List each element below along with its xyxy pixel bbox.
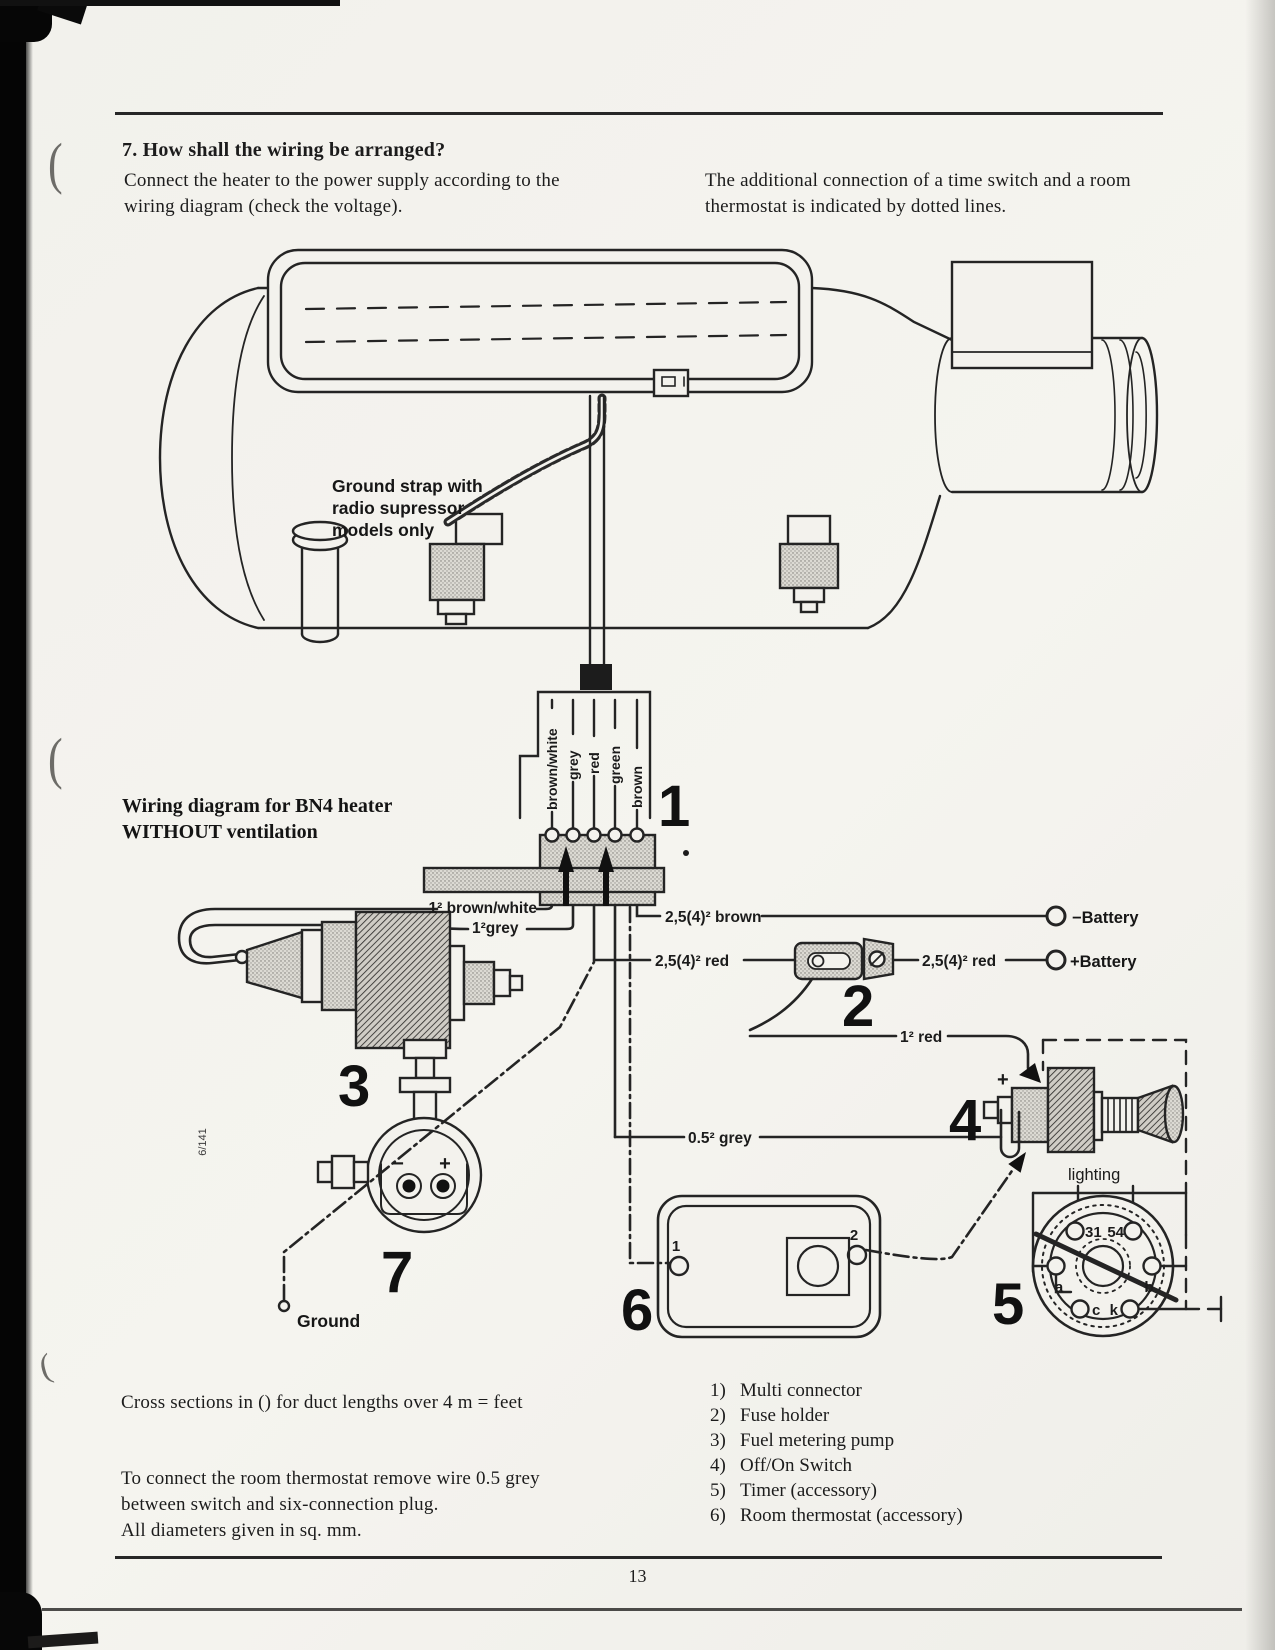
- multi-connector: [424, 829, 689, 907]
- legend-num-2: 2): [710, 1405, 726, 1426]
- legend-item-4: [710, 1455, 852, 1477]
- intro-right-line-2: thermostat is indicated by dotted lines.: [705, 196, 1007, 217]
- label-grey-1: 1²grey: [472, 920, 519, 937]
- legend-num-3: 3): [710, 1430, 726, 1451]
- fuse-holder: [795, 939, 893, 979]
- number-gauge: 7: [381, 1240, 414, 1305]
- legend-num-1: 1): [710, 1380, 726, 1401]
- battery-terminal-minus: [1047, 907, 1065, 925]
- intro-left-line-2: wiring diagram (check the voltage).: [124, 196, 403, 217]
- wire-red-switch: [750, 979, 1041, 1083]
- lighting-label: lighting: [1068, 1166, 1121, 1184]
- label-red-25-left: 2,5(4)² red: [655, 953, 730, 970]
- intro-left-line-1: Connect the heater to the power supply according to the: [124, 170, 560, 191]
- note-thermostat-3: All diameters given in sq. mm.: [121, 1520, 362, 1541]
- timer-terminal-c: c: [1092, 1302, 1101, 1319]
- scan-mark-paren-3: (: [35, 1347, 56, 1386]
- thermostat-terminal-2: [848, 1246, 866, 1264]
- note-thermostat-1: To connect the room thermostat remove wire 0.5 grey: [121, 1468, 540, 1489]
- legend-label-5: Timer (accessory): [740, 1480, 878, 1501]
- ground-strap-note-1: Ground strap with: [332, 476, 483, 496]
- timer-terminal-a: a: [1054, 1279, 1064, 1296]
- ground-strap: [448, 398, 602, 522]
- switch-plus-label: +: [997, 1069, 1009, 1091]
- legend-label-3: Fuel metering pump: [740, 1430, 895, 1451]
- intro-right-line-1: The additional connection of a time switch and a room: [705, 170, 1131, 191]
- number-fuse-holder: 2: [842, 974, 875, 1039]
- number-thermostat: 6: [621, 1278, 654, 1343]
- diagram-caption-1: Wiring diagram for BN4 heater: [122, 795, 393, 817]
- wire-color-red: red: [586, 752, 602, 774]
- page-number: 13: [628, 1566, 647, 1586]
- ground-strap-note-3: models only: [332, 520, 435, 540]
- battery-minus-label: −Battery: [1072, 909, 1139, 927]
- gauge-plus-label: +: [439, 1153, 451, 1175]
- legend-item-6: [710, 1505, 963, 1527]
- timer: [1033, 1186, 1221, 1336]
- number-timer: 5: [992, 1272, 1025, 1337]
- label-red-25-right: 2,5(4)² red: [922, 953, 997, 970]
- number-fuel-pump: 3: [338, 1054, 371, 1119]
- legend-label-2: Fuse holder: [740, 1405, 830, 1426]
- number-switch: 4: [949, 1088, 982, 1153]
- timer-terminal-54: 54: [1107, 1224, 1124, 1241]
- gauge-minus-label: −: [392, 1153, 404, 1175]
- room-thermostat: [658, 1196, 880, 1337]
- note-thermostat-2: between switch and six-connection plug.: [121, 1494, 439, 1515]
- connector-label-box: [520, 692, 650, 834]
- legend-item-2: [710, 1405, 829, 1427]
- thermostat-terminal-1: [670, 1257, 688, 1275]
- wire-color-brown: brown: [629, 766, 645, 808]
- label-brown-25: 2,5(4)² brown: [665, 909, 762, 926]
- off-on-switch: [984, 1068, 1183, 1157]
- legend-label-6: Room thermostat (accessory): [740, 1505, 963, 1526]
- section-title: 7. How shall the wiring be arranged?: [122, 139, 446, 161]
- note-cross-sections: Cross sections in () for duct lengths over 4 m = feet: [121, 1392, 523, 1413]
- scan-mark-paren-1: (: [48, 131, 63, 196]
- wire-color-brown-white: brown/white: [544, 728, 560, 810]
- timer-terminal-b: b: [1144, 1279, 1154, 1296]
- ground-strap-note-2: radio supressor: [332, 498, 465, 518]
- cover-latch: [654, 370, 688, 396]
- heater-cover: [268, 250, 812, 396]
- scan-speck: [683, 850, 689, 856]
- timer-terminal-31: 31: [1085, 1224, 1102, 1241]
- legend-label-1: Multi connector: [740, 1380, 862, 1401]
- figure-side-code: 6/141: [197, 1128, 209, 1156]
- wire-grey-05: [615, 905, 1001, 1137]
- wire-color-green: green: [607, 745, 623, 784]
- legend-item-3: [710, 1430, 894, 1452]
- scan-mark-paren-2: (: [48, 726, 63, 791]
- ground-label: Ground: [297, 1311, 361, 1331]
- label-brown-white-1: 1² brown/white: [428, 900, 537, 917]
- legend-num-5: 5): [710, 1480, 726, 1501]
- junction-box: [952, 262, 1092, 368]
- solenoid-right: [780, 516, 838, 612]
- timer-terminal-k: k: [1109, 1302, 1118, 1319]
- fuel-pipe: [293, 522, 347, 642]
- battery-plus-label: +Battery: [1070, 953, 1137, 971]
- label-grey-05: 0.5² grey: [688, 1130, 752, 1147]
- number-multi-connector: 1: [658, 774, 691, 839]
- legend-num-4: 4): [710, 1455, 726, 1476]
- ground-terminal: [279, 1301, 289, 1311]
- legend-item-5: [710, 1480, 877, 1502]
- dashdot-thermostat-to-switch: [866, 1168, 1014, 1259]
- wire-color-grey: grey: [565, 750, 581, 780]
- thermostat-terminal-1-label: 1: [671, 1238, 681, 1255]
- label-red-1: 1² red: [900, 1029, 943, 1046]
- legend-label-4: Off/On Switch: [740, 1455, 853, 1476]
- diagram-caption-2: WITHOUT ventilation: [122, 821, 318, 843]
- thermostat-terminal-2-label: 2: [849, 1227, 859, 1244]
- battery-terminal-plus: [1047, 951, 1065, 969]
- solenoid-left: [430, 514, 502, 624]
- legend-num-6: 6): [710, 1505, 726, 1526]
- legend-item-1: [710, 1380, 862, 1402]
